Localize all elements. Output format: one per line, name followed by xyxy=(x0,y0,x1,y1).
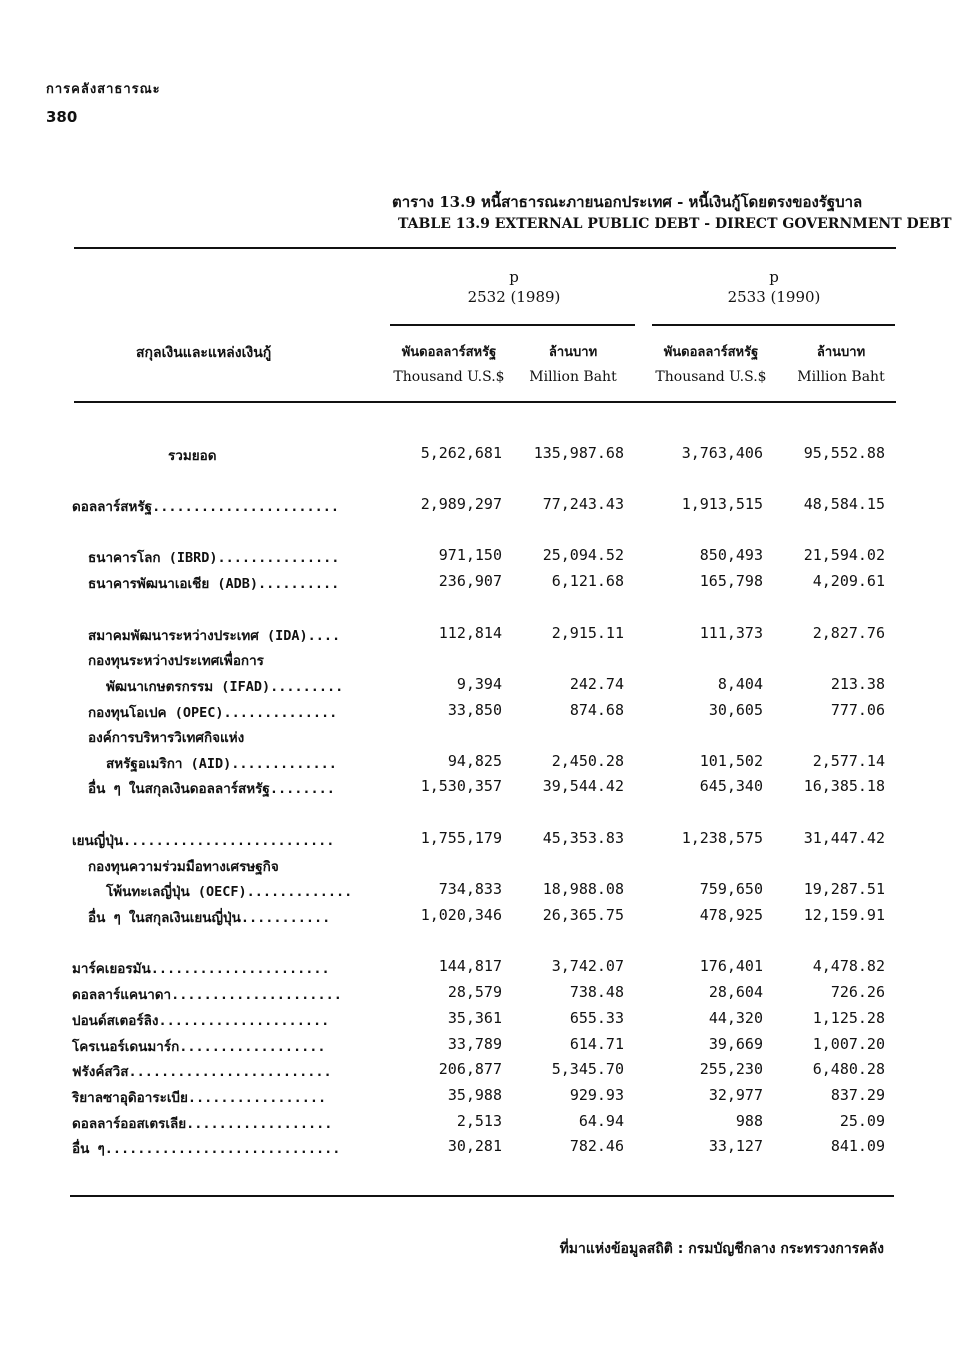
cell-value: 32,977 xyxy=(708,1086,763,1104)
bottom-rule xyxy=(70,1195,894,1197)
unit-th: พันดอลลาร์สหรัฐ xyxy=(401,345,497,360)
cell-value: 33,127 xyxy=(708,1137,763,1155)
row-label: กองทุนระหว่างประเทศเพื่อการ xyxy=(88,653,264,669)
table-row xyxy=(0,1035,966,1059)
row-label: พัฒนาเกษตรกรรม (IFAD)......... xyxy=(106,679,344,695)
table-row xyxy=(0,906,966,930)
cell-value: 28,579 xyxy=(447,983,502,1001)
cell-value: 64.94 xyxy=(578,1112,624,1130)
cell-value: 144,817 xyxy=(438,957,502,975)
cell-value: 45,353.83 xyxy=(542,829,624,847)
table-row xyxy=(0,572,966,596)
cell-value: 26,365.75 xyxy=(542,906,624,924)
cell-value: 837.29 xyxy=(830,1086,885,1104)
row-label: อื่น ๆ ในสกุลเงินเยนญี่ปุ่น........... xyxy=(88,910,331,926)
row-label: อื่น ๆ............................. xyxy=(72,1141,341,1157)
page-number: 380 xyxy=(46,108,78,126)
cell-value: 28,604 xyxy=(708,983,763,1001)
cell-value: 19,287.51 xyxy=(803,880,885,898)
row-label: รวมยอด xyxy=(168,448,217,464)
cell-value: 5,345.70 xyxy=(551,1060,624,1078)
cell-value: 135,987.68 xyxy=(533,444,624,462)
table-row xyxy=(0,701,966,725)
row-label: ธนาคารพัฒนาเอเชีย (ADB).......... xyxy=(88,576,340,592)
cell-value: 726.26 xyxy=(830,983,885,1001)
row-label: องค์การบริหารวิเทศกิจแห่ง xyxy=(88,730,245,746)
cell-value: 614.71 xyxy=(569,1035,624,1053)
cell-value: 1,530,357 xyxy=(420,777,502,795)
cell-value: 6,480.28 xyxy=(812,1060,885,1078)
cell-value: 2,989,297 xyxy=(420,495,502,513)
row-label: ดอลลาร์สหรัฐ....................... xyxy=(72,499,340,515)
cell-value: 18,988.08 xyxy=(542,880,624,898)
table-row xyxy=(0,675,966,699)
source-column-header: สกุลเงินและแหล่งเงินกู้ xyxy=(136,345,272,361)
cell-value: 874.68 xyxy=(569,701,624,719)
cell-value: 1,020,346 xyxy=(420,906,502,924)
cell-value: 35,361 xyxy=(447,1009,502,1027)
unit-en: Thousand U.S.$ xyxy=(655,369,767,385)
cell-value: 988 xyxy=(735,1112,763,1130)
table-row xyxy=(0,855,966,879)
table-row xyxy=(0,1112,966,1136)
cell-value: 971,150 xyxy=(438,546,502,564)
table-row xyxy=(0,777,966,801)
table-row xyxy=(0,880,966,904)
table-row xyxy=(0,983,966,1007)
cell-value: 44,320 xyxy=(708,1009,763,1027)
table-row xyxy=(0,1086,966,1110)
source-note: ที่มาแห่งข้อมูลสถิติ : กรมบัญชีกลาง กระทรวงการคลัง xyxy=(559,1241,884,1257)
cell-value: 850,493 xyxy=(699,546,763,564)
cell-value: 112,814 xyxy=(438,624,502,642)
row-label: โครเนอร์เดนมาร์ก.................. xyxy=(72,1039,326,1055)
row-label: ดอลลาร์แคนาดา..................... xyxy=(72,987,342,1003)
preliminary-mark-1990: p xyxy=(769,268,779,286)
cell-value: 929.93 xyxy=(569,1086,624,1104)
table-row xyxy=(0,752,966,776)
cell-value: 165,798 xyxy=(699,572,763,590)
year-label-1989: 2532 (1989) xyxy=(467,288,561,306)
unit-th: ล้านบาท xyxy=(816,345,866,360)
cell-value: 35,988 xyxy=(447,1086,502,1104)
table-row xyxy=(0,957,966,981)
table-row xyxy=(0,1137,966,1161)
table-row xyxy=(0,829,966,853)
table-row xyxy=(0,546,966,570)
cell-value: 236,907 xyxy=(438,572,502,590)
cell-value: 777.06 xyxy=(830,701,885,719)
cell-value: 94,825 xyxy=(447,752,502,770)
cell-value: 21,594.02 xyxy=(803,546,885,564)
table-row xyxy=(0,726,966,750)
cell-value: 33,789 xyxy=(447,1035,502,1053)
row-label: เยนญี่ปุ่น.......................... xyxy=(72,833,335,849)
cell-value: 2,577.14 xyxy=(812,752,885,770)
cell-value: 213.38 xyxy=(830,675,885,693)
unit-en: Million Baht xyxy=(797,369,885,385)
cell-value: 33,850 xyxy=(447,701,502,719)
table-title-thai: ตาราง 13.9 หนี้สาธารณะภายนอกประเทศ - หนี้เงินกู้โดยตรงของรัฐบาล xyxy=(392,193,863,211)
cell-value: 5,262,681 xyxy=(420,444,502,462)
cell-value: 2,450.28 xyxy=(551,752,624,770)
cell-value: 655.33 xyxy=(569,1009,624,1027)
cell-value: 734,833 xyxy=(438,880,502,898)
table-title-english: TABLE 13.9 EXTERNAL PUBLIC DEBT - DIRECT GOVERNMENT DEBT xyxy=(398,216,952,232)
cell-value: 8,404 xyxy=(717,675,763,693)
cell-value: 242.74 xyxy=(569,675,624,693)
row-label: ดอลลาร์ออสเตรเลีย.................. xyxy=(72,1116,333,1132)
cell-value: 39,669 xyxy=(708,1035,763,1053)
cell-value: 31,447.42 xyxy=(803,829,885,847)
cell-value: 30,281 xyxy=(447,1137,502,1155)
cell-value: 39,544.42 xyxy=(542,777,624,795)
chapter-header: การคลังสาธารณะ xyxy=(46,82,161,97)
row-label: มาร์คเยอรมัน...................... xyxy=(72,961,330,977)
cell-value: 738.48 xyxy=(569,983,624,1001)
cell-value: 4,209.61 xyxy=(812,572,885,590)
unit-en: Million Baht xyxy=(529,369,617,385)
cell-value: 25.09 xyxy=(839,1112,885,1130)
row-label: โพ้นทะเลญี่ปุ่น (OECF)............. xyxy=(106,884,353,900)
cell-value: 1,007.20 xyxy=(812,1035,885,1053)
row-label: ธนาคารโลก (IBRD)............... xyxy=(88,550,340,566)
cell-value: 25,094.52 xyxy=(542,546,624,564)
cell-value: 3,742.07 xyxy=(551,957,624,975)
preliminary-mark-1989: p xyxy=(509,268,519,286)
cell-value: 176,401 xyxy=(699,957,763,975)
row-label: กองทุนโอเปค (OPEC).............. xyxy=(88,705,338,721)
cell-value: 30,605 xyxy=(708,701,763,719)
table-row xyxy=(0,624,966,648)
cell-value: 95,552.88 xyxy=(803,444,885,462)
table-row xyxy=(0,444,966,468)
cell-value: 2,915.11 xyxy=(551,624,624,642)
year-label-1990: 2533 (1990) xyxy=(727,288,821,306)
row-label: อื่น ๆ ในสกุลเงินดอลลาร์สหรัฐ........ xyxy=(88,781,335,797)
cell-value: 841.09 xyxy=(830,1137,885,1155)
table-row xyxy=(0,495,966,519)
cell-value: 111,373 xyxy=(699,624,763,642)
unit-en: Thousand U.S.$ xyxy=(393,369,505,385)
row-label: ริยาลซาอุดิอาระเบีย................. xyxy=(72,1090,327,1106)
cell-value: 255,230 xyxy=(699,1060,763,1078)
unit-th: พันดอลลาร์สหรัฐ xyxy=(663,345,759,360)
cell-value: 1,755,179 xyxy=(420,829,502,847)
cell-value: 101,502 xyxy=(699,752,763,770)
table-row xyxy=(0,649,966,673)
cell-value: 16,385.18 xyxy=(803,777,885,795)
row-label: สหรัฐอเมริกา (AID)............. xyxy=(106,756,337,772)
cell-value: 645,340 xyxy=(699,777,763,795)
cell-value: 48,584.15 xyxy=(803,495,885,513)
cell-value: 12,159.91 xyxy=(803,906,885,924)
cell-value: 77,243.43 xyxy=(542,495,624,513)
cell-value: 759,650 xyxy=(699,880,763,898)
unit-th: ล้านบาท xyxy=(548,345,598,360)
cell-value: 1,913,515 xyxy=(681,495,763,513)
row-label: กองทุนความร่วมมือทางเศรษฐกิจ xyxy=(88,859,279,875)
cell-value: 1,238,575 xyxy=(681,829,763,847)
table-row xyxy=(0,1060,966,1084)
table-row xyxy=(0,1009,966,1033)
cell-value: 9,394 xyxy=(456,675,502,693)
cell-value: 4,478.82 xyxy=(812,957,885,975)
cell-value: 6,121.68 xyxy=(551,572,624,590)
row-label: ปอนด์สเตอร์ลิง..................... xyxy=(72,1013,330,1029)
cell-value: 782.46 xyxy=(569,1137,624,1155)
cell-value: 3,763,406 xyxy=(681,444,763,462)
row-label: สมาคมพัฒนาระหว่างประเทศ (IDA).... xyxy=(88,628,341,644)
cell-value: 206,877 xyxy=(438,1060,502,1078)
cell-value: 478,925 xyxy=(699,906,763,924)
row-label: ฟรังค์สวิส......................... xyxy=(72,1064,332,1080)
cell-value: 1,125.28 xyxy=(812,1009,885,1027)
cell-value: 2,513 xyxy=(456,1112,502,1130)
cell-value: 2,827.76 xyxy=(812,624,885,642)
